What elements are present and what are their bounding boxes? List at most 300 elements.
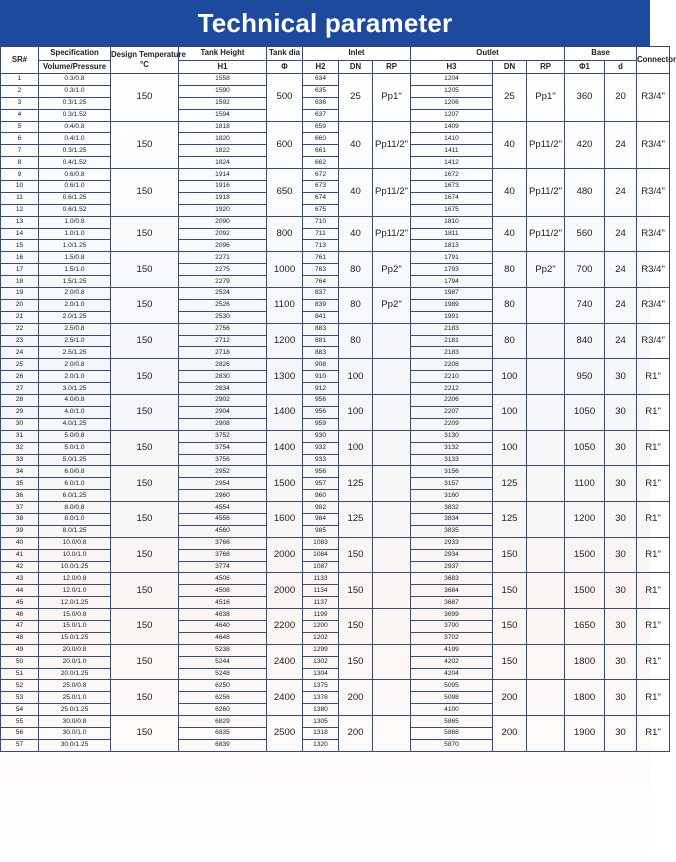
h3-cell: 3687: [411, 597, 493, 609]
h1-cell: 1592: [179, 97, 267, 109]
inlet-rp-cell: [373, 502, 411, 538]
outlet-rp-cell: [527, 430, 565, 466]
base-d-cell: 20: [605, 74, 637, 122]
h3-cell: 3160: [411, 490, 493, 502]
design-temperature-cell: 150: [111, 502, 179, 538]
title-banner: [0, 0, 650, 46]
tank-dia-cell: 2000: [267, 573, 303, 609]
spec-cell: 2.0/1.0: [39, 371, 111, 383]
h1-cell: 6260: [179, 704, 267, 716]
header-h1: H1: [179, 60, 267, 74]
h3-cell: 1991: [411, 311, 493, 323]
h1-cell: 2904: [179, 406, 267, 418]
base-phi1-cell: 360: [565, 74, 605, 122]
design-temperature-cell: 150: [111, 169, 179, 217]
h2-cell: 956: [303, 395, 339, 407]
inlet-rp-cell: [373, 644, 411, 680]
h1-cell: 2096: [179, 240, 267, 252]
h2-cell: 673: [303, 181, 339, 193]
inlet-rp-cell: [373, 395, 411, 431]
sr-cell: 52: [1, 680, 39, 692]
h3-cell: 2207: [411, 406, 493, 418]
inlet-dn-cell: 100: [339, 395, 373, 431]
spec-cell: 1.0/0.8: [39, 216, 111, 228]
connector-cell: R3/4": [637, 169, 670, 217]
inlet-rp-cell: [373, 359, 411, 395]
outlet-rp-cell: Pp11/2": [527, 169, 565, 217]
sr-cell: 33: [1, 454, 39, 466]
base-phi1-cell: 1100: [565, 466, 605, 502]
header-rp-outlet: RP: [527, 60, 565, 74]
spec-cell: 6.0/0.8: [39, 466, 111, 478]
outlet-rp-cell: [527, 502, 565, 538]
h1-cell: 5238: [179, 644, 267, 656]
h1-cell: 2530: [179, 311, 267, 323]
inlet-rp-cell: Pp1": [373, 74, 411, 122]
h3-cell: 2181: [411, 335, 493, 347]
h1-cell: 6256: [179, 692, 267, 704]
h2-cell: 841: [303, 311, 339, 323]
spec-cell: 2.5/0.8: [39, 323, 111, 335]
h3-cell: 1793: [411, 264, 493, 276]
outlet-dn-cell: 40: [493, 121, 527, 169]
spec-cell: 4.0/1.0: [39, 406, 111, 418]
h2-cell: 956: [303, 406, 339, 418]
outlet-rp-cell: Pp1": [527, 74, 565, 122]
table-row: [1, 121, 670, 133]
sr-cell: 21: [1, 311, 39, 323]
sr-cell: 10: [1, 181, 39, 193]
h3-cell: 1674: [411, 192, 493, 204]
header-design-temp-label: Design Temperature: [111, 50, 186, 59]
tank-dia-cell: 500: [267, 74, 303, 122]
tank-dia-cell: 650: [267, 169, 303, 217]
header-dn-outlet: DN: [493, 60, 527, 74]
h2-cell: 1200: [303, 620, 339, 632]
h3-cell: 3699: [411, 609, 493, 621]
h2-cell: 984: [303, 513, 339, 525]
h2-cell: 1299: [303, 644, 339, 656]
table-row: [1, 716, 670, 728]
outlet-rp-cell: [527, 288, 565, 324]
design-temperature-cell: 150: [111, 252, 179, 288]
h1-cell: 3754: [179, 442, 267, 454]
sr-cell: 54: [1, 704, 39, 716]
sr-cell: 53: [1, 692, 39, 704]
spec-cell: 1.5/1.0: [39, 264, 111, 276]
spec-cell: 2.0/1.0: [39, 299, 111, 311]
spec-cell: 30.0/1.25: [39, 739, 111, 751]
h3-cell: 1673: [411, 181, 493, 193]
connector-cell: R3/4": [637, 121, 670, 169]
header-h3: H3: [411, 60, 493, 74]
inlet-rp-cell: [373, 609, 411, 645]
design-temperature-cell: 150: [111, 537, 179, 573]
base-d-cell: 24: [605, 121, 637, 169]
connector-cell: R3/4": [637, 252, 670, 288]
h3-cell: 3133: [411, 454, 493, 466]
h2-cell: 1083: [303, 537, 339, 549]
inlet-dn-cell: 40: [339, 216, 373, 252]
sr-cell: 16: [1, 252, 39, 264]
h2-cell: 659: [303, 121, 339, 133]
base-phi1-cell: 840: [565, 323, 605, 359]
base-d-cell: 30: [605, 395, 637, 431]
outlet-dn-cell: 150: [493, 644, 527, 680]
outlet-dn-cell: 200: [493, 716, 527, 752]
sr-cell: 14: [1, 228, 39, 240]
inlet-dn-cell: 80: [339, 323, 373, 359]
connector-cell: R1": [637, 466, 670, 502]
header-h2: H2: [303, 60, 339, 74]
h2-cell: 763: [303, 264, 339, 276]
h3-cell: 1206: [411, 97, 493, 109]
h3-cell: 5865: [411, 716, 493, 728]
outlet-rp-cell: [527, 716, 565, 752]
base-phi1-cell: 1800: [565, 644, 605, 680]
outlet-dn-cell: 80: [493, 252, 527, 288]
outlet-rp-cell: [527, 359, 565, 395]
h2-cell: 1202: [303, 632, 339, 644]
h3-cell: 3156: [411, 466, 493, 478]
spec-cell: 20.0/1.0: [39, 656, 111, 668]
h2-cell: 1084: [303, 549, 339, 561]
outlet-rp-cell: [527, 537, 565, 573]
sr-cell: 45: [1, 597, 39, 609]
connector-cell: R3/4": [637, 323, 670, 359]
spec-cell: 30.0/1.0: [39, 727, 111, 739]
inlet-rp-cell: [373, 716, 411, 752]
spec-cell: 2.0/1.25: [39, 311, 111, 323]
inlet-rp-cell: Pp2": [373, 288, 411, 324]
inlet-rp-cell: [373, 573, 411, 609]
h3-cell: 3684: [411, 585, 493, 597]
h1-cell: 6835: [179, 727, 267, 739]
h1-cell: 2826: [179, 359, 267, 371]
outlet-rp-cell: [527, 609, 565, 645]
inlet-rp-cell: Pp11/2": [373, 169, 411, 217]
sr-cell: 34: [1, 466, 39, 478]
h1-cell: 1818: [179, 121, 267, 133]
spec-cell: 25.0/1.25: [39, 704, 111, 716]
design-temperature-cell: 150: [111, 680, 179, 716]
h3-cell: 2212: [411, 383, 493, 395]
outlet-dn-cell: 200: [493, 680, 527, 716]
connector-cell: R3/4": [637, 288, 670, 324]
table-row: [1, 573, 670, 585]
tank-dia-cell: 2000: [267, 537, 303, 573]
h3-cell: 4202: [411, 656, 493, 668]
inlet-dn-cell: 125: [339, 466, 373, 502]
table-row: [1, 359, 670, 371]
inlet-rp-cell: [373, 430, 411, 466]
spec-cell: 8.0/0.8: [39, 502, 111, 514]
outlet-rp-cell: [527, 573, 565, 609]
h1-cell: 2952: [179, 466, 267, 478]
tank-dia-cell: 1200: [267, 323, 303, 359]
h3-cell: 4100: [411, 704, 493, 716]
h3-cell: 4204: [411, 668, 493, 680]
spec-cell: 10.0/0.8: [39, 537, 111, 549]
h1-cell: 4648: [179, 632, 267, 644]
base-d-cell: 30: [605, 609, 637, 645]
tank-dia-cell: 2500: [267, 716, 303, 752]
sr-cell: 31: [1, 430, 39, 442]
spec-cell: 12.0/1.0: [39, 585, 111, 597]
header-sr: SR#: [1, 47, 39, 74]
h1-cell: 5248: [179, 668, 267, 680]
h3-cell: 3130: [411, 430, 493, 442]
spec-cell: 6.0/1.25: [39, 490, 111, 502]
spec-cell: 5.0/1.0: [39, 442, 111, 454]
sr-cell: 23: [1, 335, 39, 347]
inlet-dn-cell: 200: [339, 716, 373, 752]
h2-cell: 710: [303, 216, 339, 228]
connector-cell: R1": [637, 573, 670, 609]
sr-cell: 25: [1, 359, 39, 371]
base-d-cell: 24: [605, 288, 637, 324]
inlet-rp-cell: [373, 323, 411, 359]
spec-cell: 25.0/0.8: [39, 680, 111, 692]
h1-cell: 4506: [179, 573, 267, 585]
h1-cell: 2908: [179, 418, 267, 430]
h3-cell: 1409: [411, 121, 493, 133]
h3-cell: 3835: [411, 525, 493, 537]
h3-cell: 1791: [411, 252, 493, 264]
h1-cell: 6839: [179, 739, 267, 751]
h2-cell: 1304: [303, 668, 339, 680]
h1-cell: 4638: [179, 609, 267, 621]
h1-cell: 6250: [179, 680, 267, 692]
h2-cell: 764: [303, 276, 339, 288]
h1-cell: 1594: [179, 109, 267, 121]
h2-cell: 662: [303, 157, 339, 169]
inlet-dn-cell: 80: [339, 252, 373, 288]
spec-cell: 1.0/1.0: [39, 228, 111, 240]
outlet-dn-cell: 80: [493, 288, 527, 324]
sr-cell: 40: [1, 537, 39, 549]
h1-cell: 1916: [179, 181, 267, 193]
connector-cell: R1": [637, 430, 670, 466]
sr-cell: 50: [1, 656, 39, 668]
spec-cell: 0.4/1.52: [39, 157, 111, 169]
design-temperature-cell: 150: [111, 395, 179, 431]
h3-cell: 3700: [411, 620, 493, 632]
outlet-rp-cell: Pp11/2": [527, 216, 565, 252]
sr-cell: 19: [1, 288, 39, 300]
header-phi: Φ: [267, 60, 303, 74]
h3-cell: 1412: [411, 157, 493, 169]
sr-cell: 4: [1, 109, 39, 121]
h2-cell: 634: [303, 74, 339, 86]
tank-dia-cell: 1500: [267, 466, 303, 502]
h1-cell: 2279: [179, 276, 267, 288]
h3-cell: 5095: [411, 680, 493, 692]
spec-cell: 0.3/1.25: [39, 145, 111, 157]
h3-cell: 2937: [411, 561, 493, 573]
inlet-dn-cell: 150: [339, 644, 373, 680]
h1-cell: 5244: [179, 656, 267, 668]
tank-dia-cell: 1400: [267, 430, 303, 466]
h1-cell: 3752: [179, 430, 267, 442]
h3-cell: 1207: [411, 109, 493, 121]
design-temperature-cell: 150: [111, 323, 179, 359]
h1-cell: 2526: [179, 299, 267, 311]
connector-cell: R1": [637, 644, 670, 680]
h3-cell: 1205: [411, 85, 493, 97]
outlet-dn-cell: 40: [493, 169, 527, 217]
outlet-dn-cell: 80: [493, 323, 527, 359]
table-row: [1, 680, 670, 692]
spec-cell: 3.0/1.25: [39, 383, 111, 395]
spec-cell: 15.0/0.8: [39, 609, 111, 621]
h2-cell: 761: [303, 252, 339, 264]
inlet-dn-cell: 150: [339, 573, 373, 609]
h1-cell: 1820: [179, 133, 267, 145]
h1-cell: 4508: [179, 585, 267, 597]
tank-dia-cell: 800: [267, 216, 303, 252]
page-title: Technical parameter: [197, 8, 453, 38]
sr-cell: 20: [1, 299, 39, 311]
inlet-dn-cell: 100: [339, 359, 373, 395]
base-d-cell: 30: [605, 537, 637, 573]
tank-dia-cell: 2400: [267, 680, 303, 716]
h1-cell: 4554: [179, 502, 267, 514]
sr-cell: 11: [1, 192, 39, 204]
h3-cell: 1675: [411, 204, 493, 216]
base-phi1-cell: 1500: [565, 573, 605, 609]
h3-cell: 3132: [411, 442, 493, 454]
tank-dia-cell: 1000: [267, 252, 303, 288]
h2-cell: 1199: [303, 609, 339, 621]
h1-cell: 2718: [179, 347, 267, 359]
spec-cell: 2.5/1.0: [39, 335, 111, 347]
spec-cell: 10.0/1.25: [39, 561, 111, 573]
h1-cell: 3766: [179, 537, 267, 549]
base-d-cell: 24: [605, 252, 637, 288]
h2-cell: 982: [303, 502, 339, 514]
h1-cell: 2524: [179, 288, 267, 300]
h2-cell: 1134: [303, 585, 339, 597]
tank-dia-cell: 1300: [267, 359, 303, 395]
outlet-rp-cell: [527, 395, 565, 431]
h1-cell: 1822: [179, 145, 267, 157]
sr-cell: 24: [1, 347, 39, 359]
sr-cell: 9: [1, 169, 39, 181]
outlet-dn-cell: 125: [493, 502, 527, 538]
design-temperature-cell: 150: [111, 359, 179, 395]
spec-cell: 1.0/1.25: [39, 240, 111, 252]
base-d-cell: 30: [605, 502, 637, 538]
base-phi1-cell: 1200: [565, 502, 605, 538]
sr-cell: 30: [1, 418, 39, 430]
tank-dia-cell: 1400: [267, 395, 303, 431]
header-rp-inlet: RP: [373, 60, 411, 74]
inlet-rp-cell: [373, 537, 411, 573]
h3-cell: 2206: [411, 395, 493, 407]
design-temperature-cell: 150: [111, 216, 179, 252]
header-outlet: Outlet: [411, 47, 565, 61]
inlet-rp-cell: Pp2": [373, 252, 411, 288]
sr-cell: 26: [1, 371, 39, 383]
spec-cell: 5.0/0.8: [39, 430, 111, 442]
h2-cell: 957: [303, 478, 339, 490]
h1-cell: 1558: [179, 74, 267, 86]
h3-cell: 2183: [411, 323, 493, 335]
connector-cell: R1": [637, 609, 670, 645]
h1-cell: 3756: [179, 454, 267, 466]
outlet-dn-cell: 25: [493, 74, 527, 122]
table-row: [1, 395, 670, 407]
connector-cell: R1": [637, 502, 670, 538]
header-base: Base: [565, 47, 637, 61]
connector-cell: R3/4": [637, 216, 670, 252]
h1-cell: 2275: [179, 264, 267, 276]
outlet-rp-cell: [527, 466, 565, 502]
spec-cell: 0.3/1.52: [39, 109, 111, 121]
inlet-rp-cell: Pp11/2": [373, 216, 411, 252]
h3-cell: 1794: [411, 276, 493, 288]
inlet-dn-cell: 100: [339, 430, 373, 466]
base-d-cell: 30: [605, 359, 637, 395]
sr-cell: 15: [1, 240, 39, 252]
tank-dia-cell: 1600: [267, 502, 303, 538]
h2-cell: 672: [303, 169, 339, 181]
h3-cell: 1813: [411, 240, 493, 252]
sr-cell: 41: [1, 549, 39, 561]
sr-cell: 27: [1, 383, 39, 395]
h2-cell: 711: [303, 228, 339, 240]
h2-cell: 1380: [303, 704, 339, 716]
spec-cell: 5.0/1.25: [39, 454, 111, 466]
outlet-dn-cell: 100: [493, 359, 527, 395]
sr-cell: 57: [1, 739, 39, 751]
h3-cell: 2209: [411, 418, 493, 430]
h1-cell: 1590: [179, 85, 267, 97]
h2-cell: 985: [303, 525, 339, 537]
spec-cell: 25.0/1.0: [39, 692, 111, 704]
h1-cell: 3768: [179, 549, 267, 561]
h1-cell: 2090: [179, 216, 267, 228]
header-design-temperature: [111, 47, 186, 74]
h3-cell: 1411: [411, 145, 493, 157]
spec-cell: 20.0/0.8: [39, 644, 111, 656]
sr-cell: 46: [1, 609, 39, 621]
h2-cell: 912: [303, 383, 339, 395]
header-specification: Specification: [39, 47, 111, 61]
spec-cell: 0.6/1.25: [39, 192, 111, 204]
sr-cell: 17: [1, 264, 39, 276]
sr-cell: 7: [1, 145, 39, 157]
h2-cell: 839: [303, 299, 339, 311]
tank-dia-cell: 2400: [267, 644, 303, 680]
h3-cell: 1987: [411, 288, 493, 300]
spec-cell: 30.0/0.8: [39, 716, 111, 728]
design-temperature-cell: 150: [111, 716, 179, 752]
h3-cell: 3683: [411, 573, 493, 585]
design-temperature-cell: 150: [111, 430, 179, 466]
table-row: [1, 323, 670, 335]
inlet-dn-cell: 150: [339, 609, 373, 645]
base-d-cell: 24: [605, 169, 637, 217]
table-row: [1, 537, 670, 549]
connector-cell: R1": [637, 680, 670, 716]
h2-cell: 713: [303, 240, 339, 252]
sr-cell: 51: [1, 668, 39, 680]
h3-cell: 2933: [411, 537, 493, 549]
header-inlet: Inlet: [303, 47, 411, 61]
connector-cell: R1": [637, 537, 670, 573]
